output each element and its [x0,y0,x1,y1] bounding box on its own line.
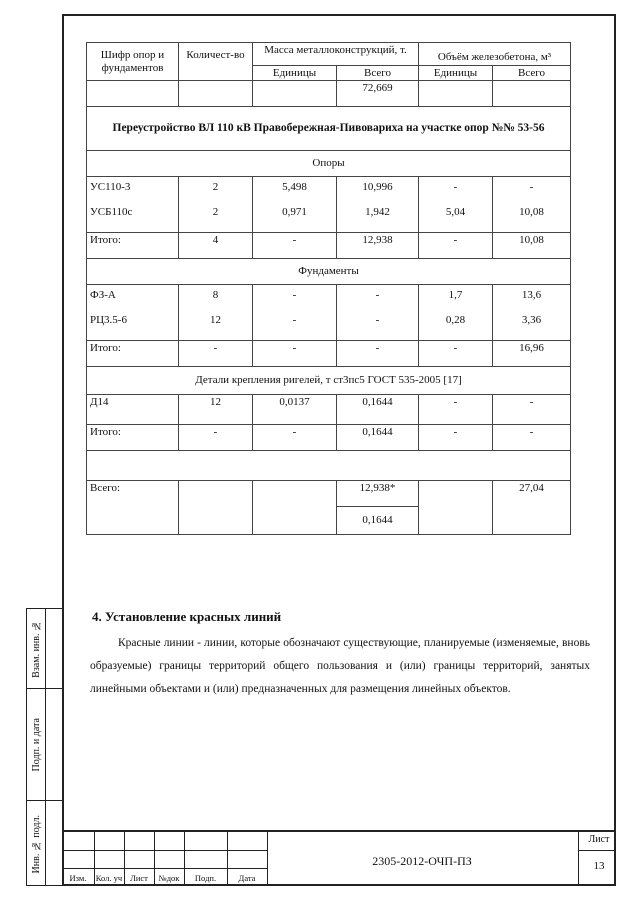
total-row-details [87,425,571,451]
group-foundations: Фундаменты [87,259,571,285]
materials-table [86,42,571,535]
total-label: Итого: [87,425,179,451]
group-row-foundations [87,259,571,285]
table-header-row [87,43,571,66]
total-mass: 0,1644 [337,425,419,451]
total-qty: 4 [179,233,253,259]
cell-vol-total: - 10,08 [493,177,571,233]
document-code: 2305-2012-ОЧП-ПЗ [372,854,472,868]
col-ndok: №док [158,873,180,883]
cell-mass-total: 0,1644 [337,395,419,425]
total-vol-unit: - [419,425,493,451]
cell-qty: 8 12 [179,285,253,341]
header-mass-total: Всего [337,65,419,81]
cell-mass-unit: 0,0137 [253,395,337,425]
total-label: Итого: [87,233,179,259]
grand-total-row [87,481,571,507]
group-row-supports [87,151,571,177]
cell-vol-unit: 1,7 0,28 [419,285,493,341]
cell-vol-unit: - [419,395,493,425]
section-title: Переустройство ВЛ 110 кВ Правобережная-Пивовариха на участке опор №№ 53-56 [87,107,571,151]
stamp-inv-podl: Инв. № подл. [30,814,42,874]
cell-mass-total: 10,996 1,942 [337,177,419,233]
sheet-label: Лист [588,834,610,845]
grand-total-label: Всего: [87,481,179,535]
header-volume: Объём железобетона, м³ [419,43,571,66]
grand-mass-a: 12,938* [337,481,419,507]
col-list: Лист [130,873,148,883]
total-qty: - [179,425,253,451]
stamp-podp-data: Подп. и дата [30,718,42,772]
cell-mass-total: - - [337,285,419,341]
cell-code: ФЗ-А РЦ3.5-6 [87,285,179,341]
col-kol-uch: Кол. уч [95,873,123,883]
total-mass: 12,938 [337,233,419,259]
total-mass-unit: - [253,233,337,259]
top-total: 72,669 [337,81,419,107]
total-row-supports [87,233,571,259]
side-stamp [26,608,62,886]
title-block [62,830,616,886]
total-vol: 16,96 [493,341,571,367]
grand-vol: 27,04 [493,481,571,535]
total-vol: - [493,425,571,451]
cell-vol-unit: - 5,04 [419,177,493,233]
col-podp: Подп. [194,873,217,883]
header-vol-total: Всего [493,65,571,81]
header-mass: Масса металлоконструкций, т. [253,43,419,66]
grand-mass-b: 0,1644 [337,507,419,535]
cell-code: УС110-3 УСБ110с [87,177,179,233]
total-vol-unit: - [419,341,493,367]
header-qty: Количест-во [179,43,253,81]
cell-mass-unit: - - [253,285,337,341]
total-mass-unit: - [253,425,337,451]
stamp-inv-zam: Взам. инв. № [30,620,42,678]
total-qty: - [179,341,253,367]
header-vol-unit: Единицы [419,65,493,81]
sheet-number: 13 [593,860,605,872]
group-row-details [87,367,571,395]
section-heading: 4. Установление красных линий [92,609,282,624]
header-code: Шифр опор и фундаментов [87,43,179,81]
cell-qty: 2 2 [179,177,253,233]
total-mass-unit: - [253,341,337,367]
col-izm: Изм. [69,873,87,883]
total-mass: - [337,341,419,367]
cell-vol-total: - [493,395,571,425]
section-paragraph: Красные линии - линии, которые обозначают существующие, планируемые (изменяемые, вновь образуемые) границы территорий общего пользования и (или) границы территорий, занятых линейными объектами и (или) предназначенных для размещения линейных объектов. [90,637,590,695]
table-row [87,285,571,341]
cell-mass-unit: 5,498 0,971 [253,177,337,233]
total-vol-unit: - [419,233,493,259]
group-supports: Опоры [87,151,571,177]
section-title-row [87,107,571,151]
total-label: Итого: [87,341,179,367]
cell-qty: 12 [179,395,253,425]
table-row [87,177,571,233]
spacer-row [87,451,571,481]
group-details: Детали крепления ригелей, т ст3пс5 ГОСТ 535-2005 [17] [87,367,571,395]
header-mass-unit: Единицы [253,65,337,81]
table-row [87,81,571,107]
table-row [87,395,571,425]
cell-code: Д14 [87,395,179,425]
col-data: Дата [238,873,256,883]
total-row-foundations [87,341,571,367]
cell-vol-total: 13,6 3,36 [493,285,571,341]
total-vol: 10,08 [493,233,571,259]
